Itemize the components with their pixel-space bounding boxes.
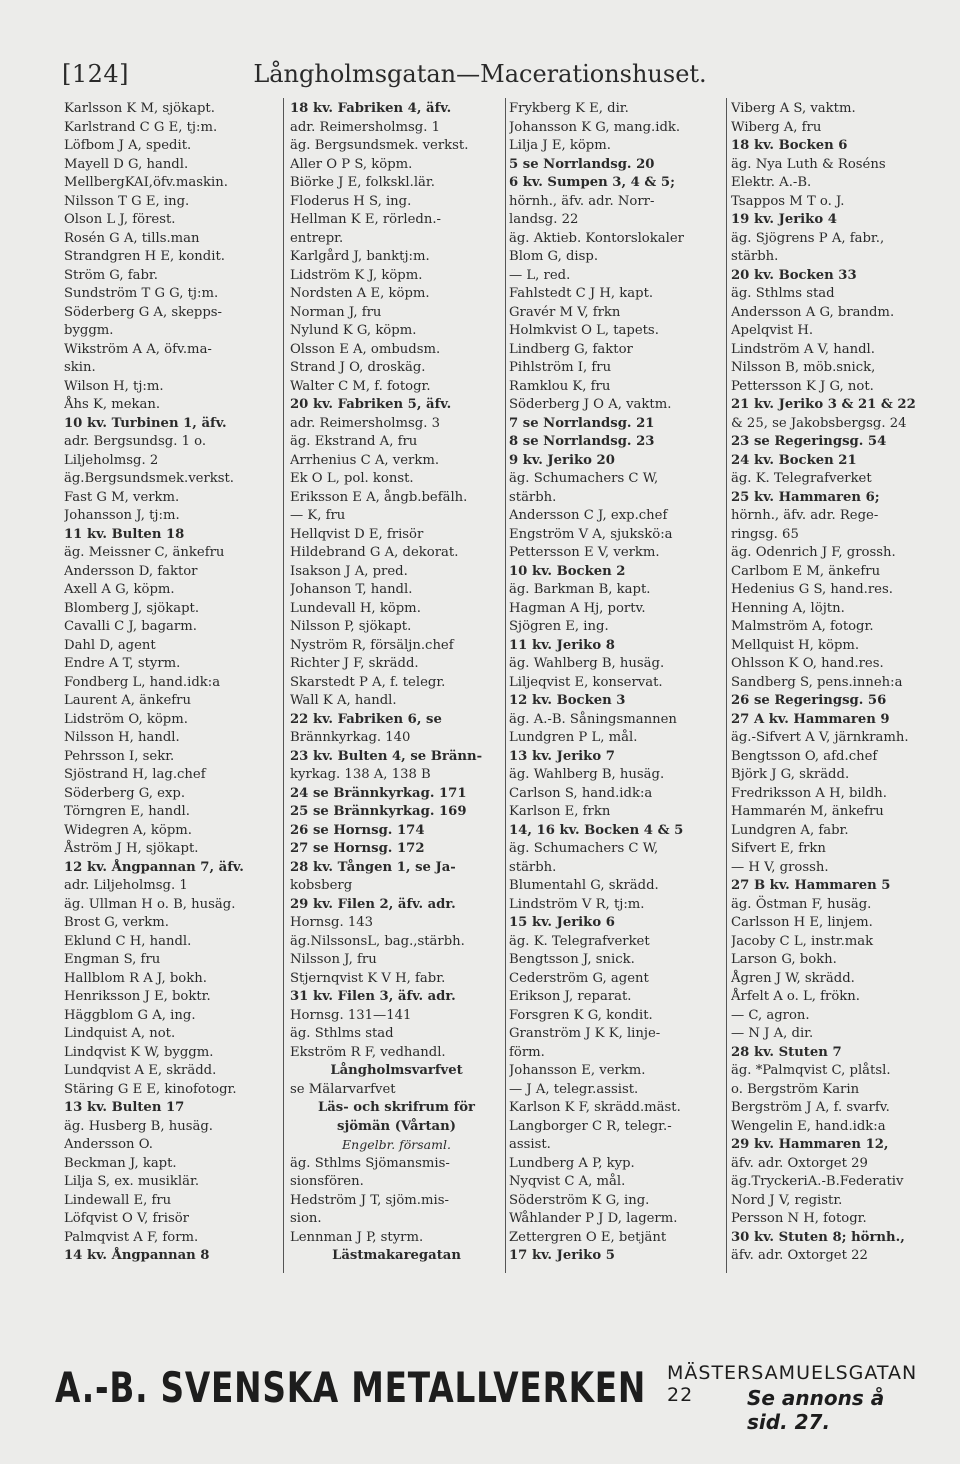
- directory-entry: Tsappos M T o. J.: [731, 193, 845, 209]
- directory-column-4: [731, 100, 946, 1265]
- block-entry: 9 kv. Jeriko 20: [509, 452, 615, 468]
- directory-entry: Pehrsson I, sekr.: [64, 748, 175, 764]
- block-entry: 30 kv. Stuten 8; hörnh.,: [731, 1229, 905, 1245]
- directory-entry: Brost G, verkm.: [64, 915, 169, 930]
- directory-entry: Bengtsson O, afd.chef: [731, 748, 878, 764]
- block-entry: 10 kv. Turbinen 1, äfv.: [64, 415, 227, 431]
- column-rule: [726, 98, 727, 1273]
- directory-entry: Åström J H, sjökapt.: [64, 841, 199, 856]
- directory-entry: Axell A G, köpm.: [64, 582, 175, 597]
- directory-entry: Gravér M V, frkn: [509, 304, 621, 320]
- advertiser-address: MÄSTERSAMUELSGATAN 22: [667, 1362, 918, 1406]
- directory-entry: Sjöstrand H, lag.chef: [64, 767, 206, 782]
- directory-entry: Skarstedt P A, f. telegr.: [290, 674, 446, 690]
- directory-entry: Lundberg A P, kyp.: [509, 1155, 635, 1171]
- directory-entry: Sundström T G G, tj:m.: [64, 286, 219, 301]
- directory-entry: hörnh., äfv. adr. Norr-: [509, 193, 655, 209]
- directory-entry: Carlbom E M, änkefru: [731, 563, 881, 579]
- directory-column-3: [509, 100, 723, 1265]
- directory-entry: äg. Schumachers C W,: [509, 841, 659, 856]
- directory-entry: Pettersson K J G, not.: [731, 378, 874, 394]
- directory-entry: Cederström G, agent: [509, 970, 649, 986]
- directory-entry: Biörke J E, folkskl.lär.: [290, 175, 435, 190]
- block-entry: 31 kv. Filen 3, äfv. adr.: [290, 989, 456, 1004]
- block-entry: 15 kv. Jeriko 6: [509, 915, 615, 930]
- directory-entry: Palmqvist A F, form.: [64, 1229, 199, 1245]
- directory-entry: Apelqvist H.: [731, 323, 814, 338]
- directory-entry: Ohlsson K O, hand.res.: [731, 656, 884, 671]
- advertisement-banner: [55, 1360, 925, 1434]
- directory-entry: Lindqvist K W, byggm.: [64, 1044, 214, 1060]
- directory-entry: — C, agron.: [731, 1007, 810, 1023]
- directory-entry: — L, red.: [509, 267, 571, 283]
- directory-entry: sionsfören.: [290, 1174, 364, 1189]
- directory-entry: Hedström J T, sjöm.mis-: [290, 1192, 449, 1208]
- directory-entry: Stjernqvist K V H, fabr.: [290, 970, 446, 986]
- advertiser-name: A.-B. SVENSKA METALLVERKEN: [55, 1363, 647, 1412]
- directory-entry: Frykberg K E, dir.: [509, 101, 629, 116]
- directory-entry: Eklund C H, handl.: [64, 933, 192, 949]
- directory-entry: Engström V A, sjukskö:a: [509, 526, 673, 542]
- block-entry: 12 kv. Ångpannan 7, äfv.: [64, 859, 244, 875]
- directory-entry: Blomberg J, sjökapt.: [64, 600, 200, 616]
- directory-entry: Henning A, löjtn.: [731, 600, 845, 616]
- block-entry: 8 se Norrlandsg. 23: [509, 434, 655, 449]
- directory-entry: Johansson K G, mang.idk.: [509, 119, 681, 135]
- directory-entry: Söderberg G, exp.: [64, 785, 186, 801]
- directory-entry: sion.: [290, 1211, 322, 1226]
- directory-entry: Persson N H, fotogr.: [731, 1211, 867, 1226]
- directory-entry: äg.NilssonsL, bag.,stärbh.: [290, 933, 465, 949]
- directory-entry: äg. Nya Luth & Roséns: [731, 156, 886, 172]
- directory-entry: äg. Wahlberg B, husäg.: [509, 767, 665, 782]
- running-head: Långholmsgatan—Macerationshuset.: [253, 60, 707, 88]
- block-entry: 29 kv. Filen 2, äfv. adr.: [290, 896, 456, 912]
- directory-entry: Andersson O.: [64, 1137, 153, 1152]
- directory-entry: äg. Ullman H o. B, husäg.: [64, 896, 236, 912]
- directory-entry: Andersson A G, brandm.: [731, 304, 895, 320]
- page-number: [124]: [62, 60, 130, 88]
- directory-entry: Ström G, fabr.: [64, 267, 158, 283]
- block-entry: 13 kv. Bulten 17: [64, 1100, 185, 1115]
- directory-entry: Johanson T, handl.: [290, 582, 413, 597]
- block-entry: 23 se Regeringsg. 54: [731, 434, 887, 449]
- directory-entry: Widegren A, köpm.: [64, 822, 192, 838]
- directory-entry: Karlstrand C G E, tj:m.: [64, 119, 218, 135]
- directory-entry: Viberg A S, vaktm.: [731, 101, 856, 116]
- directory-entry: Ramklou K, fru: [509, 378, 611, 394]
- directory-entry: Andersson C J, exp.chef: [509, 508, 668, 523]
- directory-entry: Engman S, fru: [64, 952, 161, 967]
- advertisement-reference: Se annons å sid. 27.: [747, 1386, 885, 1434]
- directory-entry: äg. A.-B. Såningsmannen: [509, 711, 677, 727]
- directory-entry: — J A, telegr.assist.: [509, 1081, 639, 1097]
- directory-entry: Lindewall E, fru: [64, 1192, 172, 1208]
- directory-entry: Lundgren A, fabr.: [731, 822, 849, 838]
- directory-entry: äg. Schumachers C W,: [509, 471, 659, 486]
- directory-entry: Nord J V, registr.: [731, 1192, 843, 1208]
- directory-entry: Ek O L, pol. konst.: [290, 471, 414, 486]
- directory-entry: Walter C M, f. fotogr.: [290, 378, 431, 394]
- block-entry: 23 kv. Bulten 4, se Bränn-: [290, 748, 483, 764]
- directory-entry: Bengtsson J, snick.: [509, 952, 635, 967]
- directory-entry: Sjögren E, ing.: [509, 619, 609, 634]
- block-entry: 5 se Norrlandsg. 20: [509, 156, 655, 172]
- block-entry: 27 A kv. Hammaren 9: [731, 711, 890, 727]
- directory-entry: Strandgren H E, kondit.: [64, 249, 225, 264]
- directory-entry: Törngren E, handl.: [64, 804, 190, 819]
- directory-entry: Holmkvist O L, tapets.: [509, 323, 659, 338]
- directory-entry: entrepr.: [290, 230, 344, 246]
- block-entry: 13 kv. Jeriko 7: [509, 748, 615, 764]
- directory-entry: Rosén G A, tills.man: [64, 230, 200, 246]
- directory-entry: Langborger C R, telegr.-: [509, 1118, 672, 1134]
- directory-entry: Bergström J A, f. svarfv.: [731, 1100, 890, 1115]
- block-entry: 6 kv. Sumpen 3, 4 & 5;: [509, 175, 675, 190]
- directory-entry: äfv. adr. Oxtorget 29: [731, 1155, 868, 1171]
- directory-entry: — K, fru: [290, 508, 346, 523]
- directory-entry: Johansson J, tj:m.: [64, 508, 180, 523]
- directory-entry: Olsson E A, ombudsm.: [290, 341, 441, 357]
- directory-entry: Carlsson H E, linjem.: [731, 915, 873, 930]
- column-rule: [283, 98, 284, 1273]
- directory-entry: äg. Sjögrens P A, fabr.,: [731, 230, 885, 246]
- block-entry: 10 kv. Bocken 2: [509, 563, 626, 579]
- directory-entry: Endre A T, styrm.: [64, 656, 181, 671]
- directory-entry: Blom G, disp.: [509, 249, 599, 264]
- directory-entry: Blumentahl G, skrädd.: [509, 878, 659, 893]
- directory-entry: Stäring G E E, kinofotogr.: [64, 1081, 237, 1097]
- directory-entry: Mellquist H, köpm.: [731, 637, 860, 653]
- directory-entry: äg. Odenrich J F, grossh.: [731, 545, 896, 560]
- directory-entry: adr. Reimersholmsg. 1: [290, 119, 441, 135]
- directory-entry: Laurent A, änkefru: [64, 693, 191, 708]
- directory-entry: Beckman J, kapt.: [64, 1155, 177, 1171]
- directory-entry: Nyqvist C A, mål.: [509, 1174, 626, 1189]
- directory-entry: Fondberg L, hand.idk:a: [64, 674, 221, 690]
- block-entry: 20 kv. Bocken 33: [731, 267, 857, 283]
- directory-entry: Andersson D, faktor: [64, 563, 198, 579]
- directory-entry: äg. Ekstrand A, fru: [290, 434, 418, 449]
- directory-entry: Malmström A, fotogr.: [731, 619, 874, 634]
- directory-entry: Hornsg. 143: [290, 915, 374, 930]
- block-entry: 29 kv. Hammaren 12,: [731, 1137, 889, 1152]
- directory-entry: — N J A, dir.: [731, 1026, 814, 1041]
- directory-entry: Karlgård J, banktj:m.: [290, 249, 430, 264]
- directory-entry: Norman J, fru: [290, 304, 382, 320]
- block-entry: 17 kv. Jeriko 5: [509, 1248, 615, 1263]
- directory-entry: Nilsson P, sjökapt.: [290, 619, 412, 634]
- directory-entry: Nylund K G, köpm.: [290, 323, 417, 338]
- directory-entry: o. Bergström Karin: [731, 1081, 860, 1097]
- directory-entry: Hellman K E, rörledn.-: [290, 212, 441, 227]
- directory-entry: Engelbr. församl.: [342, 1137, 451, 1152]
- block-entry: 11 kv. Bulten 18: [64, 526, 185, 542]
- directory-entry: Larson G, bokh.: [731, 952, 837, 967]
- directory-entry: äg.Bergsundsmek.verkst.: [64, 471, 235, 486]
- directory-entry: Hornsg. 131—141: [290, 1007, 412, 1023]
- directory-entry: stärbh.: [509, 489, 557, 505]
- directory-entry: Häggblom G A, ing.: [64, 1007, 196, 1023]
- directory-entry: Åhs K, mekan.: [64, 397, 161, 412]
- directory-entry: Fredriksson A H, bildh.: [731, 785, 887, 801]
- directory-entry: förm.: [509, 1044, 545, 1060]
- directory-entry: kobsberg: [290, 878, 353, 893]
- directory-entry: Henriksson J E, boktr.: [64, 989, 211, 1004]
- directory-entry: Liljeholmsg. 2: [64, 452, 159, 468]
- directory-entry: äg.TryckeriA.-B.Federativ: [731, 1174, 904, 1189]
- directory-entry: Wåhlander P J D, lagerm.: [509, 1211, 678, 1226]
- directory-entry: se Mälarvarfvet: [290, 1081, 396, 1097]
- directory-entry: Hildebrand G A, dekorat.: [290, 545, 459, 560]
- directory-entry: Liljeqvist E, konservat.: [509, 674, 663, 690]
- block-entry: 19 kv. Jeriko 4: [731, 212, 837, 227]
- directory-entry: Elektr. A.-B.: [731, 175, 812, 190]
- directory-entry: Ågren J W, skrädd.: [731, 970, 855, 986]
- directory-entry: äg. Husberg B, husäg.: [64, 1118, 213, 1134]
- directory-entry: kyrkag. 138 A, 138 B: [290, 767, 431, 782]
- directory-entry: Forsgren K G, kondit.: [509, 1007, 653, 1023]
- directory-entry: Söderström K G, ing.: [509, 1192, 650, 1208]
- directory-entry: byggm.: [64, 323, 114, 338]
- directory-entry: Wilson H, tj:m.: [64, 378, 164, 394]
- directory-entry: Hammarén M, änkefru: [731, 804, 884, 819]
- directory-entry: Lennman J P, styrm.: [290, 1229, 424, 1245]
- directory-entry: Jacoby C L, instr.mak: [731, 933, 874, 949]
- directory-entry: Nordsten A E, köpm.: [290, 286, 430, 301]
- directory-entry: Pettersson E V, verkm.: [509, 545, 660, 560]
- directory-entry: stärbh.: [731, 249, 779, 264]
- directory-entry: Wengelin E, hand.idk:a: [731, 1118, 886, 1134]
- directory-entry: adr. Reimersholmsg. 3: [290, 415, 441, 431]
- directory-entry: Olson L J, förest.: [64, 212, 176, 227]
- block-entry: 26 se Hornsg. 174: [290, 822, 425, 838]
- directory-entry: Pihlström I, fru: [509, 360, 612, 375]
- directory-entry: adr. Liljeholmsg. 1: [64, 878, 188, 893]
- directory-entry: äg. Sthlms stad: [731, 286, 835, 301]
- block-entry: 21 kv. Jeriko 3 & 21 & 22: [731, 397, 916, 412]
- directory-entry: äg. K. Telegrafverket: [509, 933, 650, 949]
- directory-column-1: [64, 100, 279, 1265]
- block-entry: 25 se Brännkyrkag. 169: [290, 804, 467, 819]
- directory-entry: skin.: [64, 360, 96, 375]
- directory-entry: Söderberg G A, skepps-: [64, 304, 223, 320]
- block-entry: 14, 16 kv. Bocken 4 & 5: [509, 822, 684, 838]
- directory-entry: Lindquist A, not.: [64, 1026, 176, 1041]
- block-entry: 28 kv. Tången 1, se Ja-: [290, 859, 456, 875]
- block-entry: 24 kv. Bocken 21: [731, 452, 857, 468]
- directory-entry: Wiberg A, fru: [731, 119, 822, 135]
- block-entry: 22 kv. Fabriken 6, se: [290, 711, 442, 727]
- directory-entry: ringsg. 65: [731, 526, 799, 542]
- directory-entry: stärbh.: [509, 859, 557, 875]
- block-entry: 26 se Regeringsg. 56: [731, 693, 887, 708]
- directory-entry: äg. Aktieb. Kontorslokaler: [509, 230, 684, 246]
- directory-entry: Ekström R F, vedhandl.: [290, 1044, 446, 1060]
- directory-entry: assist.: [509, 1137, 551, 1152]
- directory-entry: Lundgren P L, mål.: [509, 730, 638, 745]
- directory-entry: Lindström V R, tj:m.: [509, 896, 645, 912]
- directory-entry: Löfqvist O V, frisör: [64, 1211, 189, 1226]
- block-entry: 7 se Norrlandsg. 21: [509, 415, 655, 431]
- directory-entry: Hellqvist D E, frisör: [290, 526, 424, 542]
- directory-entry: Lindström A V, handl.: [731, 341, 875, 357]
- directory-entry: Löfbom J A, spedit.: [64, 138, 192, 153]
- directory-entry: Dahl D, agent: [64, 637, 156, 653]
- directory-entry: äg. Östman F, husäg.: [731, 896, 872, 912]
- street-heading: sjömän (Vårtan): [337, 1118, 456, 1134]
- block-entry: 14 kv. Ångpannan 8: [64, 1248, 210, 1263]
- block-entry: 20 kv. Fabriken 5, äfv.: [290, 397, 452, 412]
- directory-entry: Karlson E, frkn: [509, 804, 611, 819]
- block-entry: 25 kv. Hammaren 6;: [731, 489, 880, 505]
- directory-entry: Björk J G, skrädd.: [731, 767, 850, 782]
- directory-entry: Hedenius G S, hand.res.: [731, 582, 893, 597]
- directory-entry: äg. *Palmqvist C, plåtsl.: [731, 1063, 891, 1078]
- directory-entry: Nilsson T G E, ing.: [64, 193, 190, 209]
- directory-entry: Eriksson E A, ångb.befälh.: [290, 489, 468, 505]
- directory-entry: Fast G M, verkm.: [64, 489, 180, 505]
- column-rule: [505, 98, 506, 1273]
- directory-entry: Zettergren O E, betjänt: [509, 1229, 667, 1245]
- block-entry: 28 kv. Stuten 7: [731, 1044, 842, 1060]
- directory-entry: Granström J K K, linje-: [509, 1026, 661, 1041]
- directory-entry: Johansson E, verkm.: [509, 1063, 646, 1078]
- directory-entry: Arrhenius C A, verkm.: [290, 452, 440, 468]
- block-entry: 18 kv. Bocken 6: [731, 138, 848, 153]
- directory-entry: Mayell D G, handl.: [64, 156, 189, 172]
- directory-entry: Hallblom R A J, bokh.: [64, 970, 207, 986]
- directory-entry: Sifvert E, frkn: [731, 841, 826, 856]
- block-entry: 27 se Hornsg. 172: [290, 841, 425, 856]
- directory-entry: Strand J O, droskäg.: [290, 360, 426, 375]
- directory-entry: äg. Sthlms Sjömansmis-: [290, 1155, 450, 1171]
- directory-entry: Årfelt A o. L, frökn.: [731, 989, 860, 1004]
- directory-entry: Fahlstedt C J H, kapt.: [509, 286, 654, 301]
- directory-column-2: [290, 100, 503, 1265]
- directory-entry: Erikson J, reparat.: [509, 989, 632, 1004]
- directory-entry: Lidström O, köpm.: [64, 711, 188, 727]
- directory-entry: Lundevall H, köpm.: [290, 600, 421, 616]
- directory-entry: Lundqvist A E, skrädd.: [64, 1063, 217, 1078]
- block-entry: 27 B kv. Hammaren 5: [731, 878, 891, 893]
- directory-entry: äg. Wahlberg B, husäg.: [509, 656, 665, 671]
- block-entry: 24 se Brännkyrkag. 171: [290, 785, 467, 801]
- directory-entry: Nilsson J, fru: [290, 952, 377, 967]
- directory-entry: landsg. 22: [509, 212, 579, 227]
- directory-entry: äg. Barkman B, kapt.: [509, 582, 651, 597]
- directory-entry: Lidström K J, köpm.: [290, 267, 423, 283]
- directory-entry: Carlson S, hand.idk:a: [509, 785, 653, 801]
- directory-entry: Floderus H S, ing.: [290, 193, 412, 209]
- directory-entry: Isakson J A, pred.: [290, 563, 408, 579]
- directory-entry: Nyström R, försäljn.chef: [290, 637, 454, 653]
- directory-entry: äg. Meissner C, änkefru: [64, 545, 225, 560]
- directory-entry: äfv. adr. Oxtorget 22: [731, 1248, 868, 1263]
- directory-entry: Hagman A Hj, portv.: [509, 600, 646, 616]
- block-entry: 11 kv. Jeriko 8: [509, 637, 615, 653]
- directory-entry: Nilsson H, handl.: [64, 730, 180, 745]
- directory-entry: äg. Bergsundsmek. verkst.: [290, 138, 469, 153]
- directory-entry: Nilsson B, möb.snick,: [731, 360, 876, 375]
- directory-entry: äg. Sthlms stad: [290, 1026, 394, 1041]
- block-entry: 18 kv. Fabriken 4, äfv.: [290, 101, 452, 116]
- street-heading: Läs- och skrifrum för: [317, 1100, 475, 1115]
- directory-entry: Lilja J E, köpm.: [509, 138, 611, 153]
- directory-entry: & 25, se Jakobsbergsg. 24: [731, 415, 907, 431]
- directory-entry: Lindberg G, faktor: [509, 341, 633, 357]
- block-entry: 12 kv. Bocken 3: [509, 693, 626, 708]
- directory-entry: Sandberg S, pens.inneh:a: [731, 674, 903, 690]
- directory-entry: Richter J F, skrädd.: [290, 656, 419, 671]
- directory-entry: Aller O P S, köpm.: [290, 156, 413, 172]
- directory-entry: Karlson K F, skrädd.mäst.: [509, 1100, 681, 1115]
- directory-entry: Söderberg J O A, vaktm.: [509, 397, 672, 412]
- directory-entry: Brännkyrkag. 140: [290, 730, 411, 745]
- directory-entry: Wall K A, handl.: [290, 693, 397, 708]
- directory-entry: Wikström A A, öfv.ma-: [64, 341, 212, 357]
- directory-entry: — H V, grossh.: [731, 859, 829, 875]
- street-heading: Lästmakaregatan: [332, 1248, 461, 1263]
- directory-entry: adr. Bergsundsg. 1 o.: [64, 434, 207, 449]
- directory-entry: hörnh., äfv. adr. Rege-: [731, 508, 879, 523]
- street-heading: Långholmsvarfvet: [330, 1063, 463, 1078]
- directory-entry: Karlsson K M, sjökapt.: [64, 101, 215, 116]
- directory-entry: Lilja S, ex. musiklär.: [64, 1174, 200, 1189]
- directory-entry: MellbergKAI,öfv.maskin.: [64, 175, 228, 190]
- directory-entry: Cavalli C J, bagarm.: [64, 619, 197, 634]
- directory-entry: äg.-Sifvert A V, järnkramh.: [731, 730, 909, 745]
- directory-entry: äg. K. Telegrafverket: [731, 471, 872, 486]
